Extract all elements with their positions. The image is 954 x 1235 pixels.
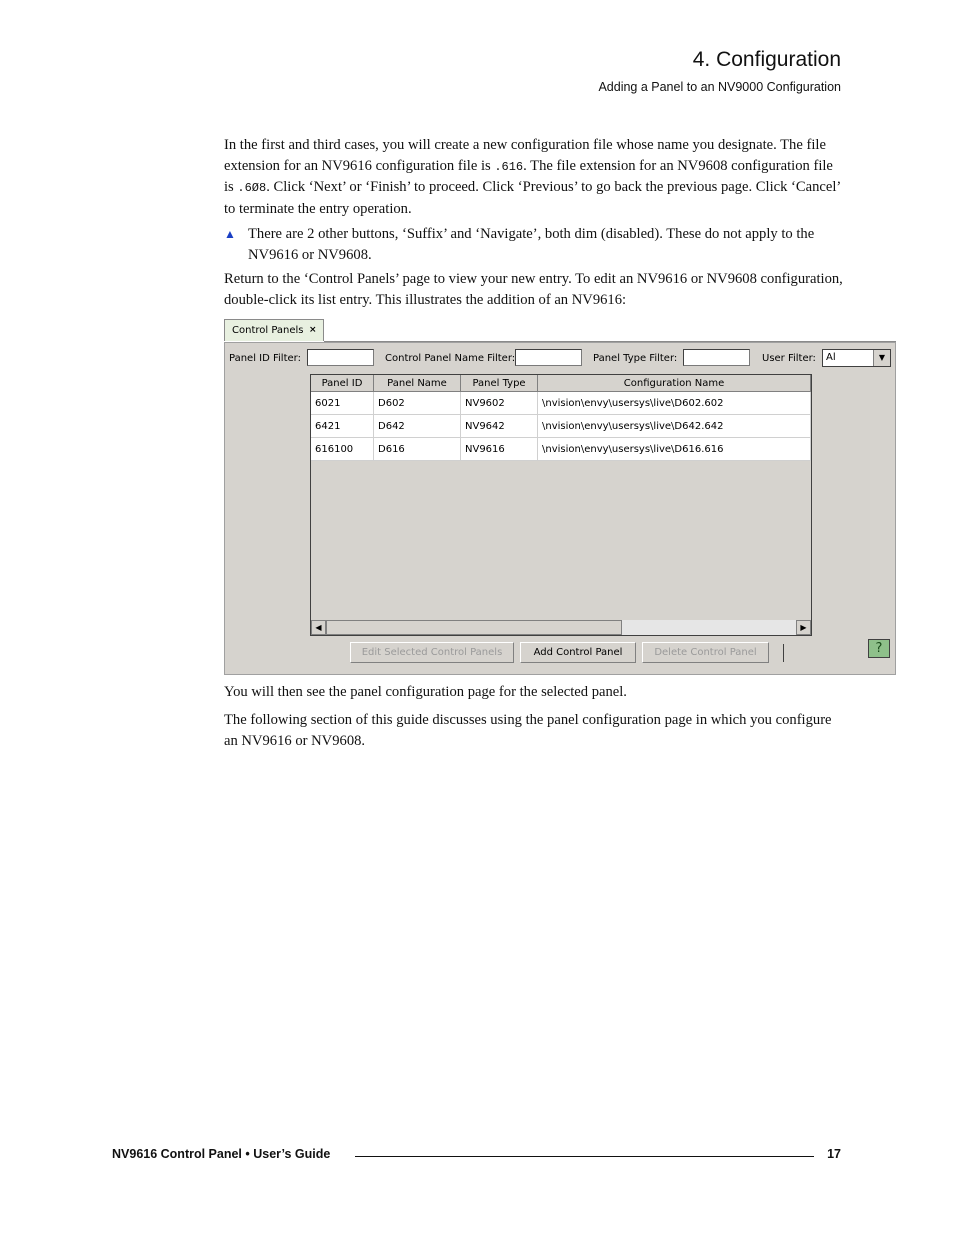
help-icon[interactable]: ? (868, 639, 890, 658)
panel-name-filter-input[interactable] (515, 349, 582, 366)
footer-guide-title: NV9616 Control Panel • User’s Guide (112, 1147, 331, 1161)
section-title: Adding a Panel to an NV9000 Configuration (598, 80, 841, 94)
paragraph-return: Return to the ‘Control Panels’ page to view your new entry. To edit an NV9616 or NV9608 configuration, double-click its list entry. This illustrates the addition of an NV9616: (224, 271, 843, 308)
cell-panel-name: D616 (374, 438, 461, 460)
cell-panel-type: NV9616 (461, 438, 538, 460)
ext-608: .6Ø8 (237, 181, 267, 195)
table-row[interactable] (311, 392, 811, 415)
column-header-configuration-name[interactable]: Configuration Name (538, 375, 811, 392)
table-row[interactable] (311, 438, 811, 461)
panel-type-filter-input[interactable] (683, 349, 750, 366)
control-panels-pane (224, 342, 896, 675)
cell-configuration-name: \nvision\envy\usersys\live\D602.602 (538, 392, 811, 414)
scrollbar-thumb[interactable] (326, 620, 622, 635)
control-panels-screenshot (224, 318, 896, 675)
paragraph-file-extensions: In the first and third cases, you will create a new configuration file whose name you designate. The file extension for an NV9616 configuration file is .616. The file extension for an NV9608 configuration file is .6Ø8. Click ‘Next’ or ‘Finish’ to proceed. Click ‘Previous’ to go back the previous page. Click ‘Cancel’ to terminate the entry operation. (224, 137, 841, 217)
cell-panel-name: D642 (374, 415, 461, 437)
table-row[interactable] (311, 415, 811, 438)
cell-panel-id: 6021 (311, 392, 374, 414)
panel-id-filter-label: Panel ID Filter: (229, 353, 301, 364)
column-header-panel-type[interactable]: Panel Type (461, 375, 538, 392)
toolbar-separator (783, 644, 784, 662)
add-control-panel-button[interactable]: Add Control Panel (520, 642, 636, 663)
user-filter-label: User Filter: (762, 353, 816, 364)
cell-panel-id: 6421 (311, 415, 374, 437)
page-number: 17 (827, 1147, 841, 1161)
paragraph-following-section: The following section of this guide discusses using the panel configuration page in which you configure an NV9616 or NV9608. (224, 712, 832, 749)
chevron-down-icon[interactable]: ▼ (873, 350, 890, 366)
user-filter-select[interactable] (822, 349, 891, 367)
close-icon[interactable]: × (309, 325, 317, 335)
panel-name-filter-label: Control Panel Name Filter: (385, 353, 516, 364)
panel-type-filter-label: Panel Type Filter: (593, 353, 678, 364)
cell-configuration-name: \nvision\envy\usersys\live\D642.642 (538, 415, 811, 437)
tab-label: Control Panels (232, 325, 304, 336)
cell-panel-id: 616100 (311, 438, 374, 460)
control-panels-table (310, 374, 812, 636)
column-header-panel-name[interactable]: Panel Name (374, 375, 461, 392)
user-filter-value: Al (826, 352, 836, 363)
scroll-right-icon[interactable]: ▶ (796, 620, 811, 635)
delete-control-panel-button[interactable]: Delete Control Panel (642, 642, 769, 663)
horizontal-scrollbar[interactable] (311, 620, 811, 635)
cell-panel-type: NV9642 (461, 415, 538, 437)
bullet-note (224, 224, 844, 265)
panel-id-filter-input[interactable] (307, 349, 374, 366)
scroll-left-icon[interactable]: ◀ (311, 620, 326, 635)
cell-panel-name: D602 (374, 392, 461, 414)
cell-panel-type: NV9602 (461, 392, 538, 414)
cell-configuration-name: \nvision\envy\usersys\live\D616.616 (538, 438, 811, 460)
column-header-panel-id[interactable]: Panel ID (311, 375, 374, 392)
footer-rule (355, 1156, 814, 1157)
paragraph-config-page: You will then see the panel configuration page for the selected panel. (224, 684, 627, 700)
tab-control-panels[interactable] (224, 319, 324, 341)
bullet-text: There are 2 other buttons, ‘Suffix’ and ‘Navigate’, both dim (disabled). These do not apply to the NV9616 or NV9608. (248, 226, 815, 263)
chapter-title: 4. Configuration (692, 48, 841, 71)
edit-selected-control-panels-button[interactable]: Edit Selected Control Panels (350, 642, 514, 663)
ext-616: .616 (494, 159, 524, 174)
triangle-bullet-icon: ▲ (224, 227, 236, 241)
